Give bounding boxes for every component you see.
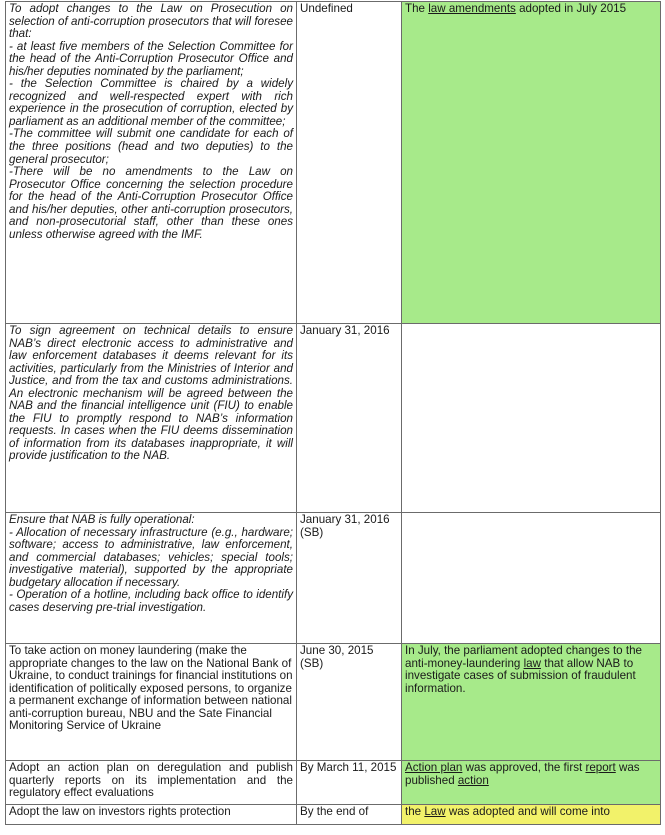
report-link[interactable]: report	[585, 761, 616, 774]
deadline-cell: Undefined	[297, 2, 402, 324]
action-text: To take action on money laundering (make the appropriate changes to the law on the National Bank of Ukraine, to conduct trainings for financial institutions on identification of politically exposed persons, to organize a permanent exchange of information between national anti-corruption bureau, NBU and the Sate Financial Monitoring Service of Ukraine	[9, 644, 293, 733]
table-row	[6, 2, 661, 324]
action-text: Ensure that NAB is fully operational:	[9, 513, 195, 526]
action-cell	[6, 805, 297, 825]
status-text: adopted in July 2015	[515, 2, 627, 15]
status-cell	[402, 644, 661, 761]
action-text: - Operation of a hotline, including back office to identify cases deserving pre-trial investigation.	[9, 588, 293, 614]
action-cell	[6, 761, 297, 805]
action-text: To sign agreement on technical details to ensure NAB’s direct electronic access to administrative and law enforcement databases it deems relevant for its activities, particularly from the Ministries of Interior and Justice, and from the tax and customs administrations. An electronic mechanism will be agreed between the NAB and the financial intelligence unit (FIU) to enable the FIU to promptly respond to NAB’s information requests. In cases when the FIU deems dissemination of information from its databases inappropriate, it will provide justification to the NAB.	[9, 324, 293, 463]
action-text: - Allocation of necessary infrastructure (e.g., hardware; software; access to administrative, law enforcement, and commercial databases; vehicles; special tools; investigative material), supported by the appropriate budgetary allocation if necessary.	[9, 525, 293, 589]
action-text: Adopt the law on investors rights protection	[9, 805, 231, 818]
deadline-cell: January 31, 2016 (SB)	[297, 513, 402, 644]
status-text: the	[405, 805, 425, 818]
status-cell	[402, 513, 661, 644]
table-row	[6, 644, 661, 761]
status-text: The	[405, 2, 429, 15]
status-text: that allow NAB to investigate cases of submission of fraudulent information.	[405, 656, 636, 695]
law-amendments-link[interactable]: law amendments	[428, 2, 516, 15]
status-text: was approved, the first	[462, 761, 586, 774]
status-text: was adopted and will come into	[445, 805, 610, 818]
action-text: To adopt changes to the Law on Prosecution on selection of anti-corruption prosecutors that will foresee that:	[9, 2, 293, 41]
action-link[interactable]: action	[457, 773, 489, 787]
action-plan-link[interactable]: Action plan	[405, 761, 463, 774]
measures-table	[5, 1, 661, 825]
action-text: - at least five members of the Selection Committee for the head of the Anti-Corruption Prosecutor Office and his/her deputies nominated by the parliament;	[9, 39, 293, 78]
table-row	[6, 324, 661, 513]
status-cell	[402, 805, 661, 825]
deadline-cell: By the end of	[297, 805, 402, 825]
action-cell	[6, 513, 297, 644]
table-row	[6, 513, 661, 644]
action-cell	[6, 2, 297, 324]
law-link[interactable]: Law	[424, 805, 446, 818]
law-link[interactable]: law	[523, 656, 541, 670]
status-text: was published	[405, 761, 640, 787]
action-text: -There will be no amendments to the Law on Prosecutor Office concerning the selection procedure for the head of the Anti-Corruption Prosecutor Office and his/her deputies, other anti-corruption prosecutors, and non-prosecutorial staff, other than these ones unless otherwise agreed with the IMF.	[9, 165, 293, 241]
action-cell	[6, 324, 297, 513]
action-text: Adopt an action plan on deregulation and publish quarterly reports on its implementation and the regulatory effect evaluations	[9, 761, 293, 800]
action-text: - the Selection Committee is chaired by a widely recognized and well-respected expert with rich experience in the prosecution of corruption, elected by parliament as an additional member of the committee;	[9, 77, 293, 128]
deadline-cell: June 30, 2015 (SB)	[297, 644, 402, 761]
deadline-cell: By March 11, 2015	[297, 761, 402, 805]
status-cell	[402, 761, 661, 805]
deadline-cell: January 31, 2016	[297, 324, 402, 513]
table-row	[6, 805, 661, 825]
status-cell	[402, 324, 661, 513]
status-cell	[402, 2, 661, 324]
table-row	[6, 761, 661, 805]
status-text: In July, the parliament adopted changes to the anti-money-laundering	[405, 644, 642, 670]
action-text: -The committee will submit one candidate for each of the three positions (head and two deputies) to the general prosecutor;	[9, 127, 293, 166]
action-cell	[6, 644, 297, 761]
